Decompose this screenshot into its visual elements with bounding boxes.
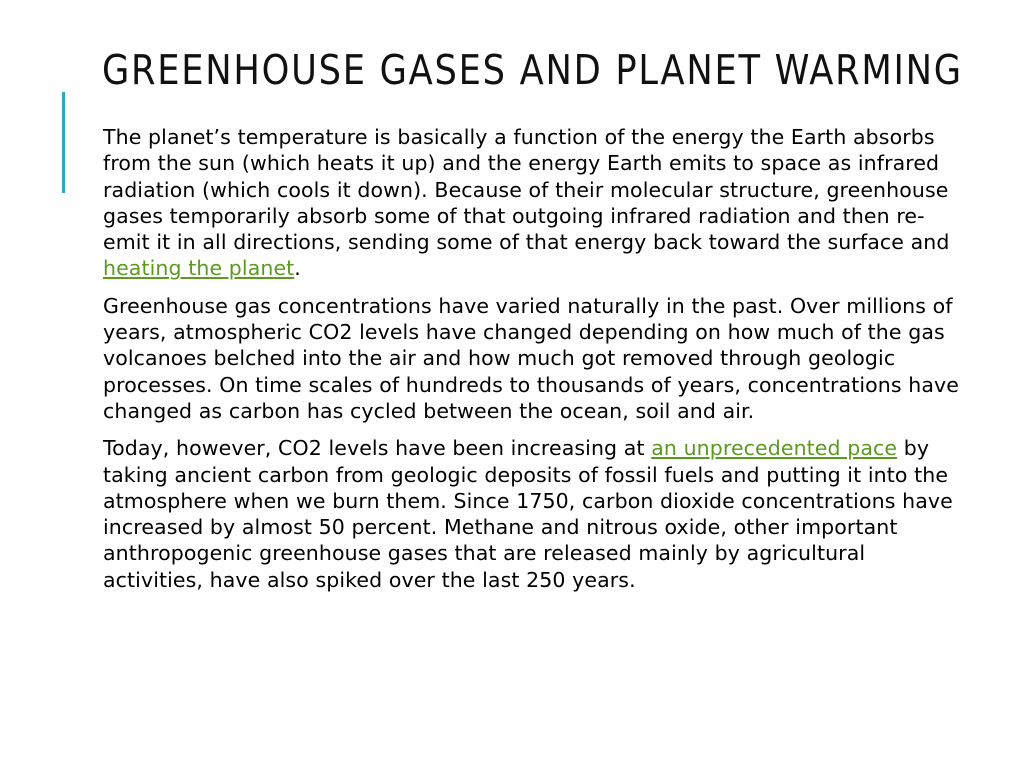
paragraph-3-end: by taking ancient carbon from geologic deposits of fossil fuels and putting it into the atmosphere when we burn them. Since 1750, carbon dioxide concentrations have increased by almost 50 percent. Methane and nitrous oxide, other important anthropogenic greenhouse gases that are released mainly by agricultural activities, have also spiked over the last 250 years. — [103, 436, 953, 592]
paragraph-1-text: The planet’s temperature is basically a function of the energy the Earth absorbs from the sun (which heats it up) and the energy Earth emits to space as infrared radiation (which cools it down). Because of their molecular structure, greenhouse gases temporarily absorb some of that outgoing infrared radiation and then re-emit it in all directions, sending some of that energy back toward the surface and — [103, 125, 950, 255]
paragraph-2: Greenhouse gas concentrations have varied naturally in the past. Over millions of years, atmospheric CO2 levels have changed depending on how much of the gas volcanoes belched into the air and how much got removed through geologic processes. On time scales of hundreds to thousands of years, concentrations have changed as carbon has cycled between the ocean, soil and air. — [103, 293, 959, 423]
paragraph-1 — [103, 124, 965, 282]
paragraph-1-end: . — [294, 256, 301, 281]
slide-title: GREENHOUSE GASES AND PLANET WARMING — [102, 46, 963, 94]
heating-the-planet-link[interactable]: heating the planet — [103, 256, 295, 281]
accent-bar — [62, 92, 65, 193]
paragraph-3 — [103, 435, 965, 593]
paragraph-3-start: Today, however, CO2 levels have been increasing at — [103, 436, 645, 461]
unprecedented-pace-link[interactable]: an unprecedented pace — [651, 436, 898, 461]
slide-body — [103, 124, 965, 604]
